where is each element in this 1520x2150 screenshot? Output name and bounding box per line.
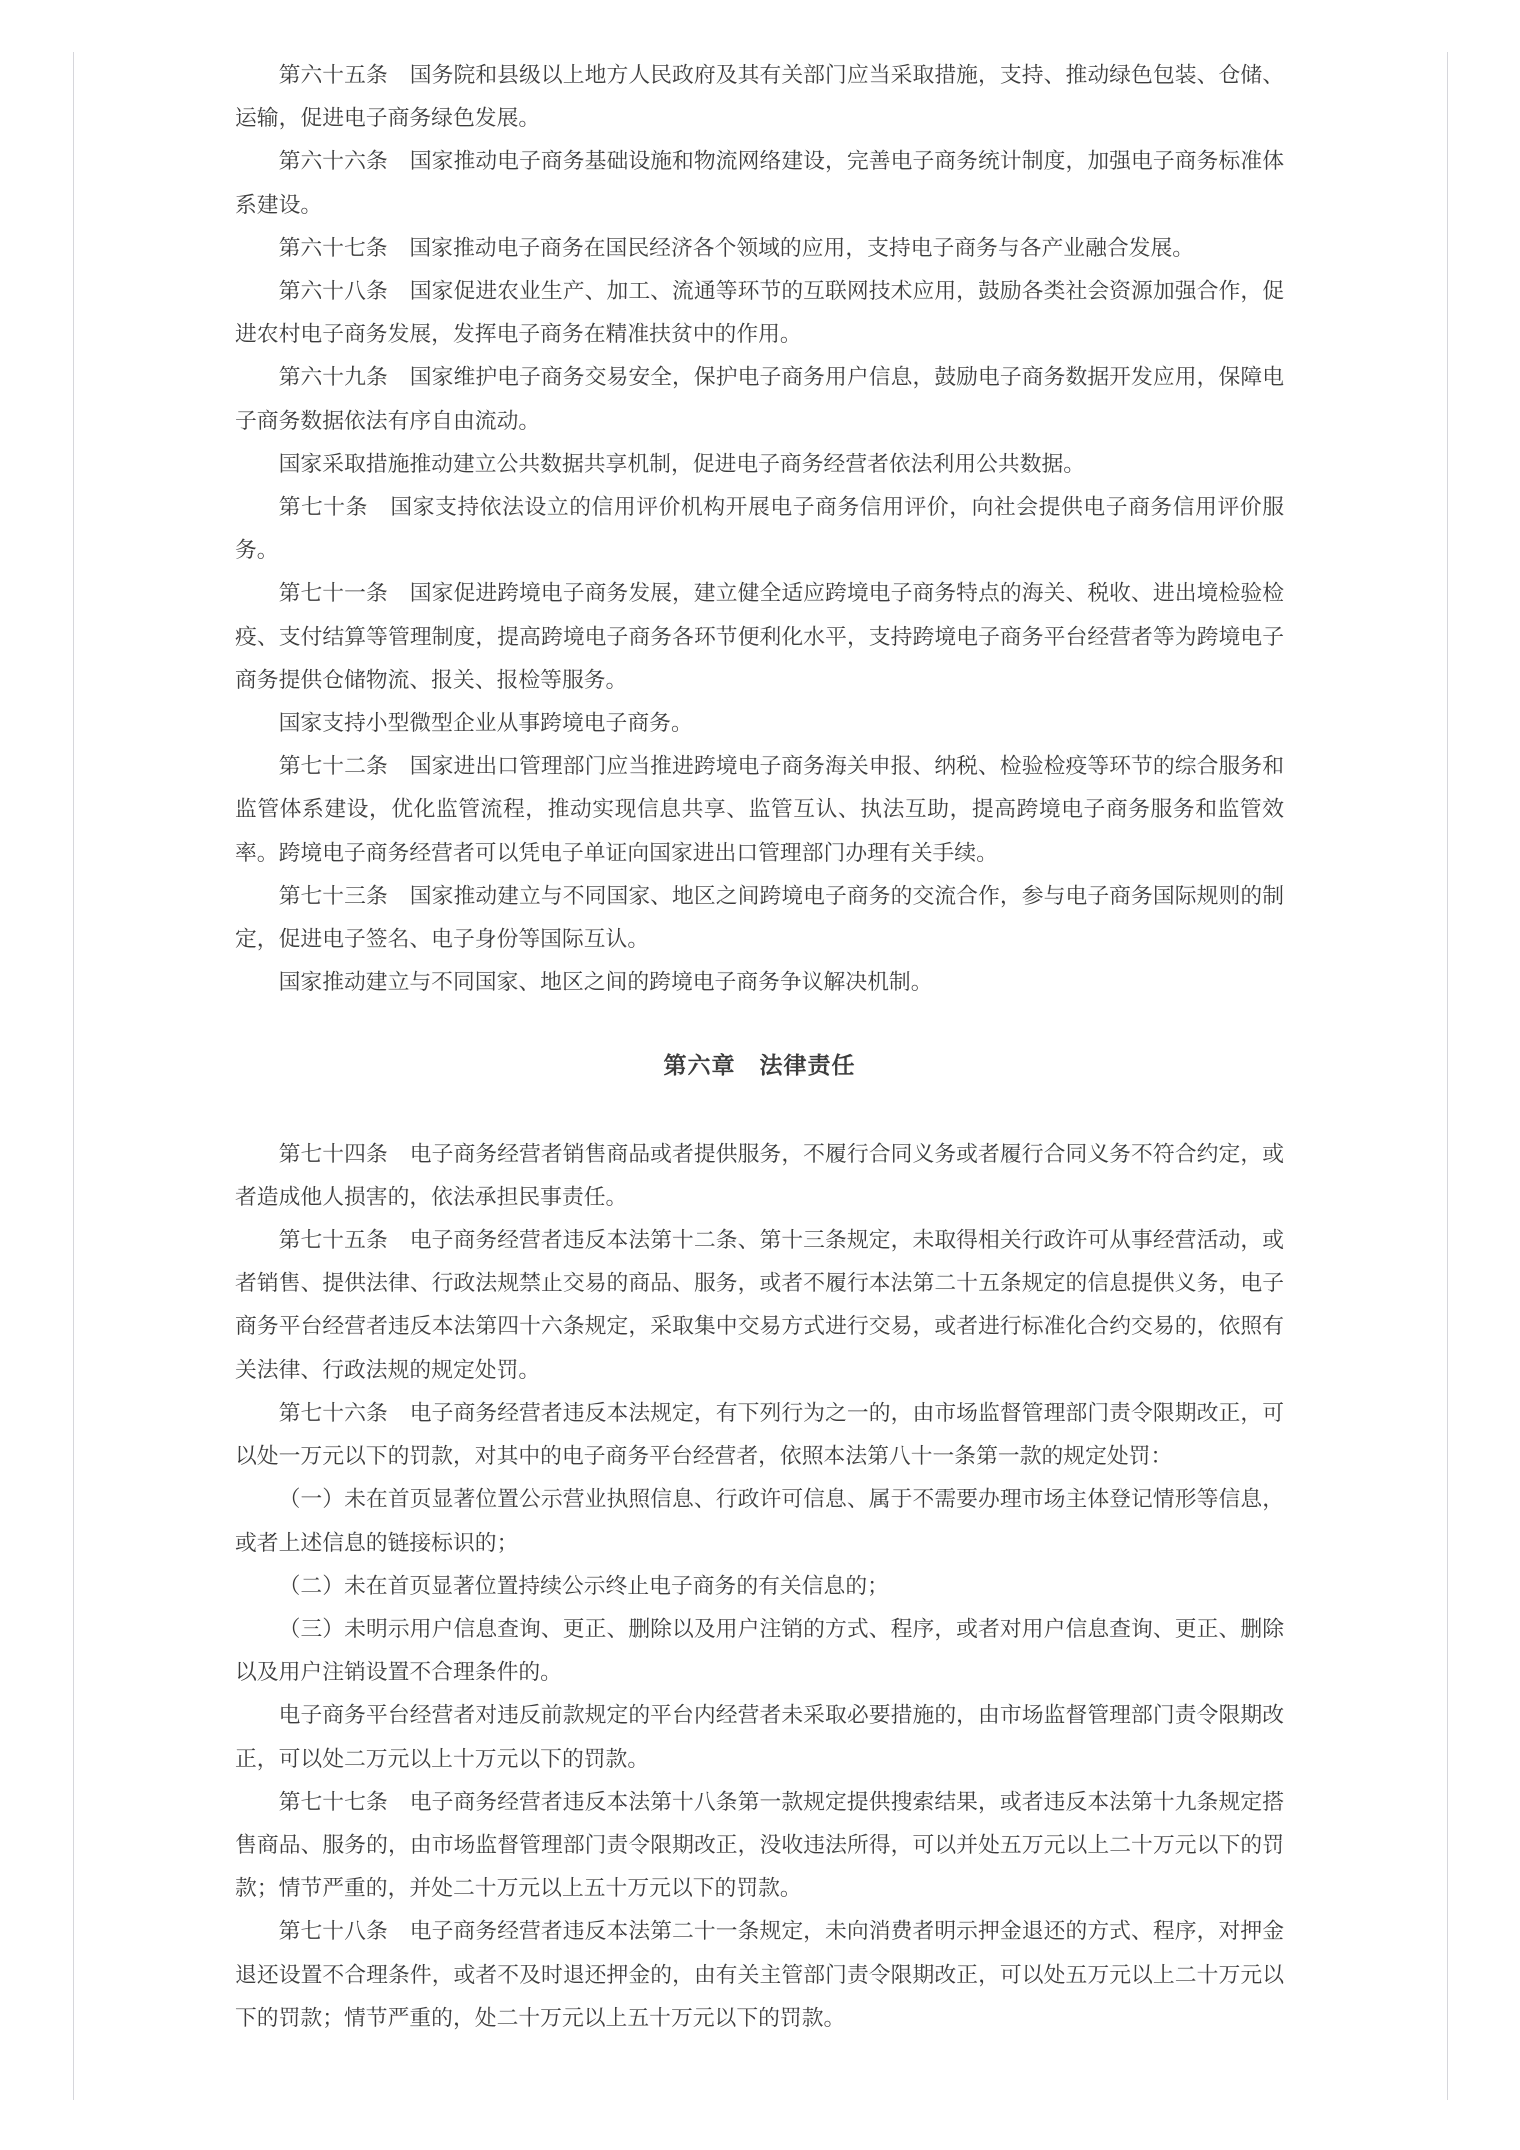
law-paragraph: 第七十二条 国家进出口管理部门应当推进跨境电子商务海关申报、纳税、检验检疫等环节的综合服务和监管体系建设，优化监管流程，推动实现信息共享、监管互认、执法互助，提高跨境电子商务服务和监管效率。跨境电子商务经营者可以凭电子单证向国家进出口管理部门办理有关手续。 [235, 754, 1284, 866]
law-paragraph: 电子商务平台经营者对违反前款规定的平台内经营者未采取必要措施的，由市场监督管理部门责令限期改正，可以处二万元以上十万元以下的罚款。 [235, 1703, 1284, 1772]
law-paragraph: 第六十五条 国务院和县级以上地方人民政府及其有关部门应当采取措施，支持、推动绿色包装、仓储、运输，促进电子商务绿色发展。 [235, 63, 1284, 132]
articles-section-bottom [235, 1133, 1284, 2040]
law-paragraph: 第六十九条 国家维护电子商务交易安全，保护电子商务用户信息，鼓励电子商务数据开发应用，保障电子商务数据依法有序自由流动。 [235, 365, 1284, 434]
law-paragraph: 第七十五条 电子商务经营者违反本法第十二条、第十三条规定，未取得相关行政许可从事经营活动，或者销售、提供法律、行政法规禁止交易的商品、服务，或者不履行本法第二十五条规定的信息提供义务，电子商务平台经营者违反本法第四十六条规定，采取集中交易方式进行交易，或者进行标准化合约交易的，依照有关法律、行政法规的规定处罚。 [235, 1228, 1284, 1383]
law-paragraph: （二）未在首页显著位置持续公示终止电子商务的有关信息的； [278, 1573, 889, 1599]
law-paragraph: （一）未在首页显著位置公示营业执照信息、行政许可信息、属于不需要办理市场主体登记情形等信息，或者上述信息的链接标识的； [235, 1487, 1284, 1556]
law-paragraph: 第七十条 国家支持依法设立的信用评价机构开展电子商务信用评价，向社会提供电子商务信用评价服务。 [235, 495, 1284, 564]
law-paragraph: 第七十一条 国家促进跨境电子商务发展，建立健全适应跨境电子商务特点的海关、税收、进出境检验检疫、支付结算等管理制度，提高跨境电子商务各环节便利化水平，支持跨境电子商务平台经营者等为跨境电子商务提供仓储物流、报关、报检等服务。 [235, 581, 1284, 693]
law-paragraph: 第七十七条 电子商务经营者违反本法第十八条第一款规定提供搜索结果，或者违反本法第十九条规定搭售商品、服务的，由市场监督管理部门责令限期改正，没收违法所得，可以并处五万元以上二十万元以下的罚款；情节严重的，并处二十万元以上五十万元以下的罚款。 [235, 1789, 1284, 1902]
law-paragraph: 国家支持小型微型企业从事跨境电子商务。 [278, 711, 693, 737]
document-page [73, 52, 1448, 2100]
law-paragraph: 第七十六条 电子商务经营者违反本法规定，有下列行为之一的，由市场监督管理部门责令限期改正，可以处一万元以下的罚款，对其中的电子商务平台经营者，依照本法第八十一条第一款的规定处罚： [235, 1400, 1284, 1470]
law-paragraph: 第七十八条 电子商务经营者违反本法第二十一条规定，未向消费者明示押金退还的方式、程序，对押金退还设置不合理条件，或者不及时退还押金的，由有关主管部门责令限期改正，可以处五万元以上二十万元以下的罚款；情节严重的，处二十万元以上五十万元以下的罚款。 [235, 1919, 1284, 2031]
law-paragraph: 第七十三条 国家推动建立与不同国家、地区之间跨境电子商务的交流合作，参与电子商务国际规则的制定，促进电子签名、电子身份等国际互认。 [235, 883, 1284, 953]
articles-section-top [235, 54, 1284, 1004]
law-paragraph: （三）未明示用户信息查询、更正、删除以及用户注销的方式、程序，或者对用户信息查询、更正、删除以及用户注销设置不合理条件的。 [235, 1616, 1284, 1686]
law-paragraph: 第六十八条 国家促进农业生产、加工、流通等环节的互联网技术应用，鼓励各类社会资源加强合作，促进农村电子商务发展，发挥电子商务在精准扶贫中的作用。 [235, 279, 1284, 348]
law-paragraph: 国家采取措施推动建立公共数据共享机制，促进电子商务经营者依法利用公共数据。 [278, 451, 1086, 477]
chapter-heading: 第六章 法律责任 [663, 1052, 856, 1080]
law-paragraph: 第六十七条 国家推动电子商务在国民经济各个领域的应用，支持电子商务与各产业融合发展。 [278, 235, 1195, 261]
law-paragraph: 第七十四条 电子商务经营者销售商品或者提供服务，不履行合同义务或者履行合同义务不符合约定，或者造成他人损害的，依法承担民事责任。 [235, 1141, 1284, 1210]
law-paragraph: 国家推动建立与不同国家、地区之间的跨境电子商务争议解决机制。 [278, 970, 933, 996]
law-paragraph: 第六十六条 国家推动电子商务基础设施和物流网络建设，完善电子商务统计制度，加强电子商务标准体系建设。 [235, 149, 1284, 218]
